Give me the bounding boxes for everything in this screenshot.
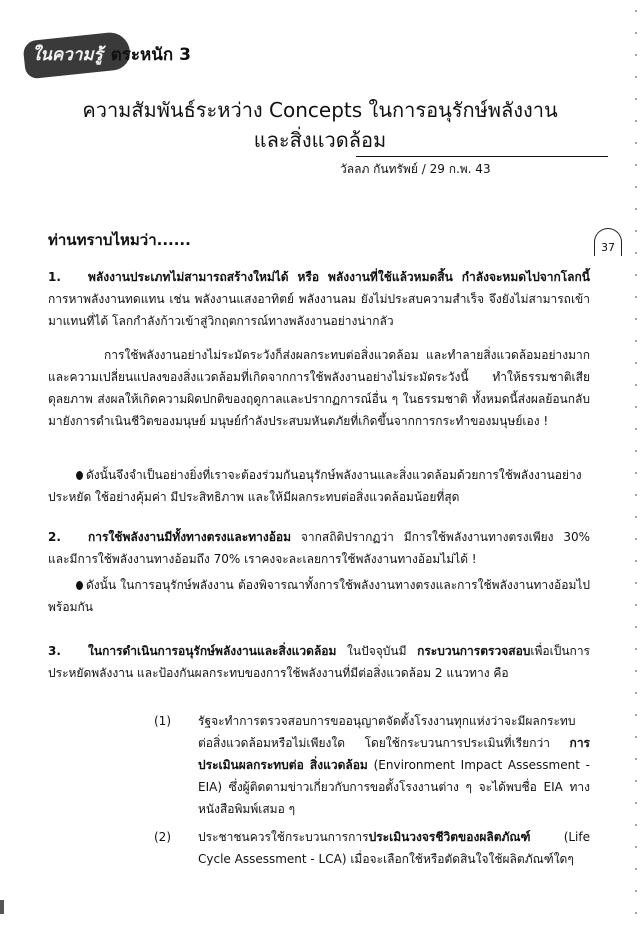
badge-light-text: ตระหนัก 3: [110, 44, 191, 65]
section-3-number: 3.: [48, 644, 61, 658]
section-3-text-b: เพื่อเป็นการประหยัดพลังงาน และป้องกันผลกระทบของการใช้พลังงานที่มีต่อสิ่งแวดล้อม 2 แนวทาง คือ: [48, 644, 590, 680]
badge-text: [30, 41, 191, 68]
page-number: 37: [594, 228, 622, 256]
item-2-text-b: (Life Cycle Assessment - LCA) เมื่อจะเลือกใช้หรือตัดสินใจใช้ผลิตภัณฑ์ใดๆ: [198, 830, 590, 866]
section-2-para-2-text: ดังนั้น ในการอนุรักษ์พลังงาน ต้องพิจารณาทั้งการใช้พลังงานทางตรงและการใช้พลังงานทางอ้อมไปพร้อมกัน: [48, 578, 590, 614]
item-1-bold: การประเมินผลกระทบต่อ สิ่งแวดล้อม: [198, 736, 590, 772]
section-2-paragraph: [48, 526, 590, 570]
bullet-icon: [76, 581, 83, 590]
scan-edge-mark: [0, 900, 4, 914]
section-1-text: การหาพลังงานทดแทน เช่น พลังงานแสงอาทิตย์ พลังงานลม ยังไม่ประสบความสำเร็จ จึงยังไม่สามารถเข้ามาแทนที่ได้ โลกกำลังก้าวเข้าสู่วิกฤตการณ์ทางพลังงานอย่างน่ากลัว: [48, 292, 590, 328]
section-3-bold-mid: กระบวนการตรวจสอบ: [417, 644, 531, 658]
item-1-text-a: รัฐจะทำการตรวจสอบการขออนุญาตจัดตั้งโรงงานทุกแห่งว่าจะมีผลกระทบต่อสิ่งแวดล้อมหรือไม่เพียงใด โดยใช้กระบวนการประเมินที่เรียกว่า: [198, 714, 576, 750]
page-title-line-1: ความสัมพันธ์ระหว่าง Concepts ในการอนุรักษ์พลังงาน: [82, 98, 558, 122]
section-heading: ท่านทราบไหมว่า......: [48, 231, 191, 249]
section-2-paragraph-2: [48, 574, 590, 618]
section-3-paragraph: [48, 640, 590, 684]
section-1-paragraph-3: [48, 464, 590, 508]
section-2-text: จากสถิติปรากฏว่า มีการใช้พลังงานทางตรงเพียง 30% และมีการใช้พลังงานทางอ้อมถึง 70% เราคงจะละเลยการใช้พลังงานทางอ้อมไม่ได้ !: [48, 530, 590, 566]
section-1-paragraph: [48, 266, 590, 332]
section-1-para-3-text: ดังนั้นจึงจำเป็นอย่างยิ่งที่เราจะต้องร่วมกันอนุรักษ์พลังงานและสิ่งแวดล้อมด้วยการใช้พลังงานอย่างประหยัด ใช้อย่างคุ้มค่า มีประสิทธิภาพ และให้มีผลกระทบต่อสิ่งแวดล้อมน้อยที่สุด: [48, 468, 582, 504]
section-3-bold-lead: ในการดำเนินการอนุรักษ์พลังงานและสิ่งแวดล้อม: [88, 644, 337, 658]
section-badge: [30, 34, 191, 74]
bullet-icon: [76, 471, 83, 480]
list-item-body: [198, 826, 590, 870]
item-2-bold: ประเมินวงจรชีวิตของผลิตภัณฑ์: [368, 830, 531, 844]
page-title-line-2: และสิ่งแวดล้อม: [253, 128, 387, 152]
list-item-marker: (2): [154, 830, 171, 844]
item-1-text-b: (Environment Impact Assessment - EIA) ซึ่งผู้ติดตามข่าวเกี่ยวกับการขอตั้งโรงงานต่าง ๆ จะได้พบชื่อ EIA ทางหนังสือพิมพ์เสมอ ๆ: [198, 758, 590, 816]
author-date: วัลลภ กันทรัพย์ / 29 ก.พ. 43: [340, 162, 491, 176]
section-2-bold-lead: การใช้พลังงานมีทั้งทางตรงและทางอ้อม: [88, 530, 292, 544]
badge-dark-text: ในความรู้: [32, 44, 103, 65]
title-underline: [356, 156, 608, 157]
section-3-text-a: ในปัจจุบันมี: [336, 644, 418, 658]
section-1-number: 1.: [48, 270, 61, 284]
section-1-bold-lead: พลังงานประเภทไม่สามารถสร้างใหม่ได้ หรือ พลังงานที่ใช้แล้วหมดสิ้น กำลังจะหมดไปจากโลกนี้: [88, 270, 590, 284]
list-item-marker: (1): [154, 714, 171, 728]
list-item: [154, 826, 590, 870]
section-1-paragraph-2: การใช้พลังงานอย่างไม่ระมัดระวังก็ส่งผลกระทบต่อสิ่งแวดล้อม และทำลายสิ่งแวดล้อมอย่างมาก และความเปลี่ยนแปลงของสิ่งแวดล้อมที่เกิดจากการใช้พลังงานอย่างไม่ระมัดระวังนี้ ทำให้ธรรมชาติเสียดุลยภาพ ส่งผลให้เกิดความผิดปกติของฤดูกาลและปรากฏการณ์อื่น ๆ ในธรรมชาติ ทั้งหมดนี้ส่งผลย้อนกลับมายังการดำเนินชีวิตของมนุษย์ มนุษย์กำลังประสบมหันตภัยที่เกิดขึ้นจากการกระทำของมนุษย์เอง !: [48, 348, 590, 428]
item-2-text-a: ประชาชนควรใช้กระบวนการการ: [198, 830, 369, 844]
list-item-body: [198, 710, 590, 820]
binding-dots: [634, 0, 638, 928]
list-item: [154, 710, 590, 820]
section-2-number: 2.: [48, 530, 61, 544]
